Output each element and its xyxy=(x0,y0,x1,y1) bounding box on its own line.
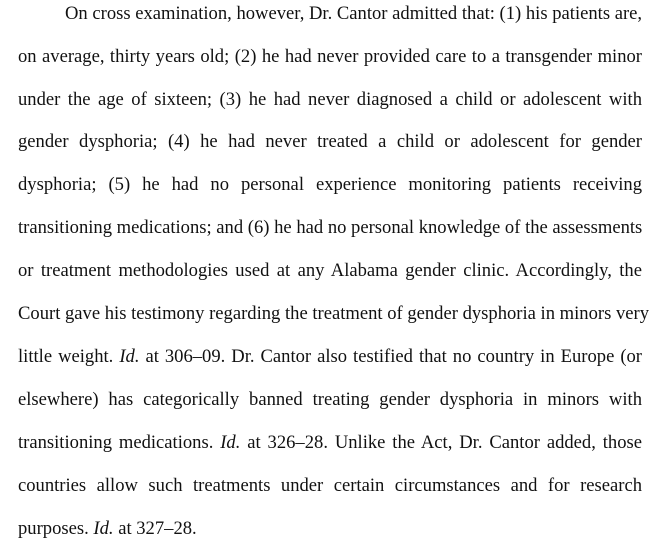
text-line: Court gave his testimony regarding the treatment of gender dysphoria in minors very xyxy=(18,303,649,324)
text-line: transitioning medications; and (6) he had no personal knowledge of the assessments xyxy=(18,217,643,238)
text-line: countries allow such treatments under certain circumstances and for research xyxy=(18,475,642,496)
text-segment: transitioning medications. xyxy=(18,432,221,453)
text-line: On cross examination, however, Dr. Cantor admitted that: (1) his patients are, xyxy=(65,3,643,24)
text-segment: little weight. xyxy=(18,346,120,367)
citation-id: Id. xyxy=(93,518,114,539)
text-line: elsewhere) has categorically banned treating gender dysphoria in minors with xyxy=(18,389,642,410)
text-line xyxy=(18,518,197,540)
text-line xyxy=(18,346,642,368)
text-line: dysphoria; (5) he had no personal experience monitoring patients receiving xyxy=(18,174,642,195)
text-line: gender dysphoria; (4) he had never treated a child or adolescent for gender xyxy=(18,131,642,152)
text-line xyxy=(18,432,642,454)
citation-id: Id. xyxy=(220,432,241,453)
text-line: under the age of sixteen; (3) he had never diagnosed a child or adolescent with xyxy=(18,89,642,110)
text-line: on average, thirty years old; (2) he had never provided care to a transgender minor xyxy=(18,46,642,67)
text-segment: at 306–09. Dr. Cantor also testified that no country in Europe (or xyxy=(139,346,643,367)
text-segment: at 327–28. xyxy=(113,518,197,539)
text-line: or treatment methodologies used at any Alabama gender clinic. Accordingly, the xyxy=(18,260,642,281)
text-segment: at 326–28. Unlike the Act, Dr. Cantor added, those xyxy=(240,432,642,453)
text-segment: purposes. xyxy=(18,518,94,539)
citation-id: Id. xyxy=(119,346,140,367)
